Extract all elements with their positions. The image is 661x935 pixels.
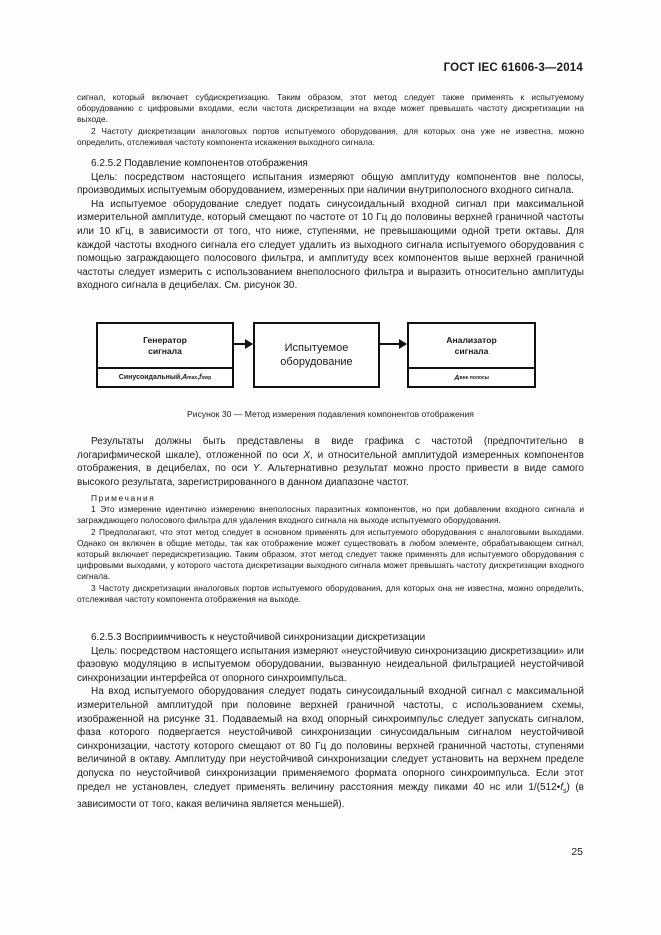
purpose-paragraph: Цель: посредством настоящего испытания измеряют «неустойчивую синхронизацию дискретизации» или фазовую модуляцию в испытуемом оборудовании, вызванную неидеальной фильтрацией неустойчивой синхронизации интерфейса от опорного синхроимпульса. <box>77 645 584 684</box>
notes-block <box>77 493 584 605</box>
arrow-to-analyzer <box>380 343 406 345</box>
top-notes-continuation <box>77 92 584 148</box>
note-1: 1 Это измерение идентично измерению внеполосных паразитных компонентов, но при добавлении входного сигнала и заграждающего полосового фильтра для удаления входного сигнала на выходе испытуемого оборудования. <box>77 504 584 526</box>
eut-label-line1: Испытуемое <box>284 342 349 354</box>
generator-label-line1: Генератор <box>143 334 187 345</box>
generator-params: Синусоидальный, A max , f swp <box>118 374 212 381</box>
generator-label-line2: сигнала <box>148 345 182 356</box>
page-number: 25 <box>571 846 583 858</box>
top-note-tail: сигнал, который включает субдискретизацию. Таким образом, этот метод следует также применять к испытуемому оборудованию с цифровыми входами, если частота дискретизации на входе может превышать частоту дискретизации на выходе. <box>77 92 584 125</box>
analyzer-label-line1: Анализатор <box>446 334 497 345</box>
notes-title: Примечания <box>91 493 156 503</box>
note-2: 2 Предполагают, что этот метод следует в основном применять для испытуемого оборудования с аналоговыми выходами. Однако он включен в общие методы, так как отображение может существовать в любом элементе, обрабатывающем сигнал, который включает передискретизацию. Таким образом, этот метод следует также применять для испытуемого оборудования с цифровыми выходами, у которого частота дискретизации выходного сигнала может превышать частоту дискретизации входного сигнала. <box>77 526 584 582</box>
figure-caption: Рисунок 30 — Метод измерения подавления компонентов отображения <box>187 409 474 419</box>
signal-generator-box <box>96 322 234 388</box>
figure-30-diagram <box>96 322 564 388</box>
procedure-paragraph: На вход испытуемого оборудования следует подать синусоидальный входной сигнал с максимальной измерительной амплитудой при половине верхней граничной частоты, с использованием схемы, изображенной на рисунке 31. Подаваемый на вход опорный синхроимпульс следует запускать сигналом, фаза которого подвергается неустойчивой синхронизации синусоидальным сигналом неустойчивой синхронизации, частоту которого смещают от 80 Гц до половины верхней граничной частоты, ступенями величиной в октаву. Амплитуду при неустойчивой синхронизации следует установить на верхнем пределе допуска по неустойчивой синхронизации применяемого формата опорного синхроимпульса. Если этот предел не установлен, следует применять величину расстояния между пиками 40 нс или $1/(512•f_s)$ (в зависимости от того, какая величина является меньшей). <box>77 686 584 811</box>
section-heading: 6.2.5.2 Подавление компонентов отображения <box>91 158 308 169</box>
section-heading: 6.2.5.3 Восприимчивость к неустойчивой синхронизации дискретизации <box>91 632 426 643</box>
analyzer-label-line2: сигнала <box>454 345 489 356</box>
section-6-2-5-3 <box>77 631 584 812</box>
analyzer-param: A вне полосы <box>454 373 489 382</box>
signal-analyzer-box <box>407 322 536 388</box>
top-note-2: 2 Частоту дискретизации аналоговых портов испытуемого оборудования, для которых она уже не известна, можно определить, отслеживая частоту компонента искажения выходного сигнала. <box>77 125 584 147</box>
results-paragraph: Результаты должны быть представлены в виде графика с частотой (предпочтительно в логарифмической шкале), отложенной по оси X, и относительной амплитудой измеренных компонентов отображения, в децибелах, по оси Y. Альтернативно результат можно просто привести в виде самого высокого результата, зарегистрированного в данном диапазоне частот. <box>77 436 584 488</box>
note-3: 3 Частоту дискретизации аналоговых портов испытуемого оборудования, для которых она не известна, можно определить, отслеживая частоту компонента отображения на выходе. <box>77 582 584 604</box>
procedure-paragraph: На испытуемое оборудование следует подать синусоидальный входной сигнал при максимальной измерительной амплитуде, который смещают по частоте от 10 Гц до половины верхней граничной частоты или 10 кГц, в зависимости от того, что ниже, ступенями, не превышающими одной трети октавы. Для каждой частоты входного сигнала его следует удалить из выходного сигнала испытуемого оборудования с помощью заграждающего полосового фильтра, и амплитуду всех компонентов выше верхней граничной частоты следует измерить с использованием внеполосного фильтра и выразить относительно амплитуды входного сигнала в децибелах. См. рисунок 30. <box>77 198 584 292</box>
document-header: ГОСТ IEC 61606-3—2014 <box>443 62 583 74</box>
arrow-to-eut <box>234 343 252 345</box>
section-6-2-5-2 <box>77 157 584 293</box>
purpose-paragraph: Цель: посредством настоящего испытания измеряют общую амплитуду компонентов вне полосы, производимых испытуемым оборудованием, измеренных при наличии внутриполосного входного сигнала. <box>77 171 584 197</box>
eut-box <box>253 322 380 388</box>
eut-label-line2: оборудование <box>280 356 353 368</box>
